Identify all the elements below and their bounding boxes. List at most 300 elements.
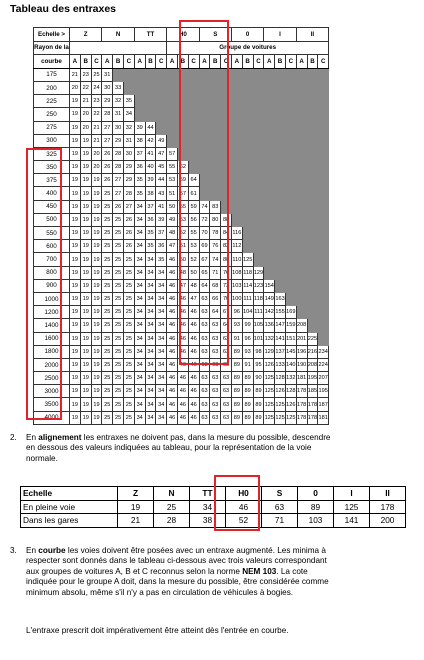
value-cell: 19 <box>91 266 102 279</box>
shaded-cell <box>275 266 286 279</box>
value-cell: 234 <box>318 345 329 358</box>
value-cell: 32 <box>123 121 134 134</box>
shaded-cell <box>113 68 124 81</box>
value-cell: 26 <box>102 147 113 160</box>
value-cell: 96 <box>242 332 253 345</box>
shaded-cell <box>231 134 242 147</box>
shaded-cell <box>145 81 156 94</box>
group-letter-cell: B <box>242 55 253 69</box>
value-cell: 155 <box>275 306 286 319</box>
value-cell: 34 <box>134 372 145 385</box>
value-cell: 46 <box>188 358 199 371</box>
value-cell: 101 <box>253 332 264 345</box>
value-cell: 187 <box>318 398 329 411</box>
shaded-cell <box>285 279 296 292</box>
value-cell: 63 <box>221 385 232 398</box>
value-cell: 34 <box>145 319 156 332</box>
value-cell: 19 <box>70 95 81 108</box>
shaded-cell <box>242 81 253 94</box>
radius-cell: 4000 <box>34 411 70 424</box>
value-cell: 181 <box>296 372 307 385</box>
value-cell: 90 <box>253 372 264 385</box>
value-cell: 25 <box>123 332 134 345</box>
value-cell: 19 <box>80 358 91 371</box>
value-cell: 190 <box>296 358 307 371</box>
radius-cell: 400 <box>34 187 70 200</box>
value-cell: 25 <box>91 68 102 81</box>
shaded-cell <box>231 121 242 134</box>
value-cell: 21 <box>91 121 102 134</box>
shaded-cell <box>285 161 296 174</box>
value-cell: 36 <box>145 213 156 226</box>
value-cell: 63 <box>199 358 210 371</box>
value-cell: 25 <box>102 411 113 424</box>
value-cell: 105 <box>253 319 264 332</box>
table-row <box>34 411 329 424</box>
value-cell: 25 <box>123 345 134 358</box>
value-cell: 48 <box>177 266 188 279</box>
value-cell: 104 <box>242 306 253 319</box>
value-cell: 19 <box>80 345 91 358</box>
value-cell: 25 <box>123 279 134 292</box>
value-cell: 118 <box>242 266 253 279</box>
value-cell: 19 <box>70 174 81 187</box>
value-cell: 83 <box>210 200 221 213</box>
shaded-cell <box>296 147 307 160</box>
shaded-cell <box>253 121 264 134</box>
shaded-cell <box>123 68 134 81</box>
value-cell: 141 <box>334 514 370 528</box>
item-3-number: 3. <box>10 546 17 555</box>
value-cell: 30 <box>102 81 113 94</box>
value-cell: 19 <box>91 411 102 424</box>
value-cell: 46 <box>177 411 188 424</box>
value-cell: 46 <box>188 332 199 345</box>
shaded-cell <box>307 319 318 332</box>
value-cell: 196 <box>296 345 307 358</box>
value-cell: 154 <box>264 279 275 292</box>
value-cell: 19 <box>70 411 81 424</box>
value-cell: 19 <box>70 200 81 213</box>
value-cell: 99 <box>242 319 253 332</box>
value-cell: 25 <box>113 213 124 226</box>
value-cell: 67 <box>221 306 232 319</box>
value-cell: 27 <box>113 187 124 200</box>
value-cell: 19 <box>80 161 91 174</box>
value-cell: 82 <box>221 240 232 253</box>
value-cell: Z <box>118 487 154 501</box>
value-cell: 34 <box>156 372 167 385</box>
shaded-cell <box>167 121 178 134</box>
value-cell: 47 <box>177 279 188 292</box>
value-cell: 46 <box>188 385 199 398</box>
shaded-cell <box>296 174 307 187</box>
shaded-cell <box>318 81 329 94</box>
value-cell: 111 <box>253 306 264 319</box>
value-cell: 34 <box>145 279 156 292</box>
value-cell: 25 <box>102 306 113 319</box>
shaded-cell <box>210 81 221 94</box>
value-cell: 69 <box>199 240 210 253</box>
value-cell: 19 <box>70 108 81 121</box>
value-cell: 19 <box>91 345 102 358</box>
value-cell: 31 <box>123 134 134 147</box>
table-row <box>21 514 406 528</box>
value-cell: 19 <box>91 385 102 398</box>
shaded-cell <box>188 161 199 174</box>
shaded-cell <box>296 200 307 213</box>
group-letter-cell: C <box>91 55 102 69</box>
table-row <box>34 266 329 279</box>
shaded-cell <box>307 147 318 160</box>
value-cell: 20 <box>80 121 91 134</box>
value-cell: 19 <box>70 266 81 279</box>
radius-cell: 3000 <box>34 385 70 398</box>
value-cell: 34 <box>134 227 145 240</box>
shaded-cell <box>210 68 221 81</box>
shaded-cell <box>231 187 242 200</box>
value-cell: 25 <box>113 372 124 385</box>
shaded-cell <box>318 187 329 200</box>
shaded-cell <box>177 134 188 147</box>
value-cell: 125 <box>285 411 296 424</box>
value-cell: 19 <box>91 398 102 411</box>
radius-cell: 900 <box>34 279 70 292</box>
value-cell: 46 <box>177 319 188 332</box>
scale-header-cell: I <box>264 28 296 42</box>
shaded-cell <box>318 292 329 305</box>
value-cell: 93 <box>231 319 242 332</box>
value-cell: 63 <box>221 345 232 358</box>
item-2-number: 2. <box>10 433 17 442</box>
value-cell: 53 <box>188 240 199 253</box>
value-cell: 25 <box>102 372 113 385</box>
value-cell: 129 <box>264 345 275 358</box>
shaded-cell <box>264 174 275 187</box>
value-cell: 19 <box>70 187 81 200</box>
value-cell: 57 <box>167 147 178 160</box>
value-cell: 19 <box>70 345 81 358</box>
shaded-cell <box>134 95 145 108</box>
value-cell: II <box>370 487 406 501</box>
shaded-cell <box>210 95 221 108</box>
table-row <box>34 279 329 292</box>
group-letter-cell: B <box>307 55 318 69</box>
value-cell: 19 <box>91 279 102 292</box>
shaded-cell <box>177 108 188 121</box>
shaded-cell <box>210 134 221 147</box>
group-letter-cell: B <box>210 55 221 69</box>
group-header-spacer <box>70 41 167 55</box>
value-cell: 25 <box>113 332 124 345</box>
value-cell: 46 <box>188 345 199 358</box>
value-cell: 132 <box>264 332 275 345</box>
value-cell: 39 <box>145 174 156 187</box>
value-cell: 34 <box>156 292 167 305</box>
value-cell: 103 <box>231 279 242 292</box>
value-cell: 118 <box>253 292 264 305</box>
value-cell: 195 <box>307 372 318 385</box>
value-cell: 110 <box>231 253 242 266</box>
value-cell: 34 <box>145 358 156 371</box>
shaded-cell <box>242 134 253 147</box>
value-cell: 44 <box>145 121 156 134</box>
shaded-cell <box>231 81 242 94</box>
value-cell: 89 <box>242 372 253 385</box>
shaded-cell <box>296 68 307 81</box>
value-cell: 76 <box>221 266 232 279</box>
value-cell: 38 <box>190 514 226 528</box>
value-cell: 125 <box>264 411 275 424</box>
table-row <box>34 147 329 160</box>
value-cell: 195 <box>318 385 329 398</box>
shaded-cell <box>134 68 145 81</box>
value-cell: 25 <box>102 213 113 226</box>
group-letter-cell: A <box>70 55 81 69</box>
value-cell: 19 <box>70 319 81 332</box>
shaded-cell <box>275 240 286 253</box>
table-row <box>34 372 329 385</box>
value-cell: 21 <box>118 514 154 528</box>
table-row <box>21 487 406 501</box>
value-cell: 19 <box>70 398 81 411</box>
value-cell: 64 <box>210 306 221 319</box>
group-letter-cell: B <box>113 55 124 69</box>
value-cell: 0 <box>298 487 334 501</box>
value-cell: 34 <box>156 279 167 292</box>
value-cell: TT <box>190 487 226 501</box>
value-cell: 34 <box>190 500 226 514</box>
shaded-cell <box>242 68 253 81</box>
entraxe-table <box>33 27 329 425</box>
shaded-cell <box>242 187 253 200</box>
value-cell: 25 <box>102 187 113 200</box>
paragraph-entree-courbe: L'entraxe prescrit doit impérativement être atteint dès l'entrée en courbe. <box>26 626 289 635</box>
value-cell: 25 <box>102 332 113 345</box>
shaded-cell <box>264 240 275 253</box>
value-cell: 25 <box>102 358 113 371</box>
value-cell: 48 <box>188 279 199 292</box>
value-cell: 41 <box>156 200 167 213</box>
value-cell: 19 <box>91 213 102 226</box>
shaded-cell <box>275 134 286 147</box>
shaded-cell <box>253 147 264 160</box>
value-cell: 34 <box>145 266 156 279</box>
value-cell: 63 <box>199 372 210 385</box>
value-cell: 25 <box>113 227 124 240</box>
shaded-cell <box>307 121 318 134</box>
value-cell: 151 <box>285 332 296 345</box>
value-cell: 63 <box>221 411 232 424</box>
shaded-cell <box>264 81 275 94</box>
value-cell: 63 <box>199 345 210 358</box>
shaded-cell <box>188 134 199 147</box>
value-cell: 25 <box>102 200 113 213</box>
value-cell: 111 <box>242 292 253 305</box>
table-row <box>34 68 329 81</box>
value-cell: 20 <box>91 161 102 174</box>
value-cell: 89 <box>231 411 242 424</box>
value-cell: 39 <box>134 121 145 134</box>
table-row <box>34 385 329 398</box>
value-cell: 34 <box>134 200 145 213</box>
shaded-cell <box>307 81 318 94</box>
value-cell: 35 <box>123 95 134 108</box>
shaded-cell <box>318 95 329 108</box>
shaded-cell <box>123 81 134 94</box>
value-cell: 25 <box>102 319 113 332</box>
value-cell: 89 <box>253 385 264 398</box>
value-cell: 46 <box>167 266 178 279</box>
radius-cell: 2500 <box>34 372 70 385</box>
group-letter-cell: A <box>167 55 178 69</box>
table-row <box>34 227 329 240</box>
value-cell: 19 <box>70 358 81 371</box>
value-cell: 34 <box>156 358 167 371</box>
value-cell: 46 <box>167 372 178 385</box>
value-cell: 25 <box>102 266 113 279</box>
radius-cell: 350 <box>34 161 70 174</box>
shaded-cell <box>167 95 178 108</box>
table-row <box>34 134 329 147</box>
value-cell: 84 <box>221 227 232 240</box>
value-cell: 23 <box>91 95 102 108</box>
shaded-cell <box>264 253 275 266</box>
shaded-cell <box>253 253 264 266</box>
shaded-cell <box>177 81 188 94</box>
value-cell: 46 <box>167 279 178 292</box>
shaded-cell <box>210 108 221 121</box>
value-cell: 29 <box>123 161 134 174</box>
shaded-cell <box>285 147 296 160</box>
shaded-cell <box>318 266 329 279</box>
shaded-cell <box>199 68 210 81</box>
value-cell: 34 <box>156 306 167 319</box>
shaded-cell <box>275 95 286 108</box>
value-cell: 28 <box>102 108 113 121</box>
scale-header-cell: H0 <box>167 28 199 42</box>
value-cell: 19 <box>91 253 102 266</box>
group-letter-cell: B <box>177 55 188 69</box>
group-letter-cell: C <box>123 55 134 69</box>
shaded-cell <box>318 200 329 213</box>
value-cell: 52 <box>226 514 262 528</box>
shaded-cell <box>156 121 167 134</box>
value-cell: 207 <box>318 372 329 385</box>
paragraph-courbe: En courbe les voies doivent être posées avec un entraxe augmenté. Les minima à respecter sont donnés dans le tableau ci-dessous avec trois valeurs correspondant aux groupes de voitures A, B et C reconnus selon la norme NEM 103. La cote indiquée pour le groupe A doit, dans la mesure du possible, être considérée comme minimum absolu, même s'il n'y a pas en circulation de véhicules à bogies. <box>26 546 329 597</box>
scale-header-cell: N <box>102 28 134 42</box>
value-cell: 46 <box>188 398 199 411</box>
value-cell: 55 <box>167 161 178 174</box>
shaded-cell <box>199 108 210 121</box>
shaded-cell <box>285 81 296 94</box>
value-cell: 25 <box>113 240 124 253</box>
shaded-cell <box>285 187 296 200</box>
shaded-cell <box>318 174 329 187</box>
group-header-label: Groupe de voitures <box>167 41 329 55</box>
shaded-cell <box>253 108 264 121</box>
value-cell: 64 <box>199 279 210 292</box>
shaded-cell <box>167 68 178 81</box>
radius-cell: 600 <box>34 240 70 253</box>
shaded-cell <box>318 134 329 147</box>
shaded-cell <box>296 134 307 147</box>
shaded-cell <box>221 68 232 81</box>
shaded-cell <box>188 147 199 160</box>
value-cell: 27 <box>113 174 124 187</box>
value-cell: 19 <box>80 306 91 319</box>
shaded-cell <box>285 240 296 253</box>
value-cell: 34 <box>134 240 145 253</box>
value-cell: 19 <box>70 161 81 174</box>
shaded-cell <box>307 200 318 213</box>
shaded-cell <box>296 81 307 94</box>
value-cell: 19 <box>70 385 81 398</box>
radius-header-label: Rayon de la <box>34 41 70 55</box>
value-cell: 64 <box>221 319 232 332</box>
shaded-cell <box>210 121 221 134</box>
group-letter-cell: B <box>80 55 91 69</box>
value-cell: 25 <box>123 266 134 279</box>
value-cell: 22 <box>91 108 102 121</box>
value-cell: 116 <box>231 227 242 240</box>
shaded-cell <box>296 213 307 226</box>
value-cell: 25 <box>113 385 124 398</box>
value-cell: 89 <box>231 385 242 398</box>
value-cell: 52 <box>177 227 188 240</box>
group-header-row <box>34 41 329 55</box>
value-cell: 19 <box>80 253 91 266</box>
value-cell: 185 <box>307 385 318 398</box>
shaded-cell <box>210 174 221 187</box>
value-cell: 25 <box>102 227 113 240</box>
shaded-cell <box>318 121 329 134</box>
shaded-cell <box>296 187 307 200</box>
value-cell: 178 <box>370 500 406 514</box>
shaded-cell <box>318 240 329 253</box>
value-cell: 26 <box>102 161 113 174</box>
value-cell: 19 <box>70 372 81 385</box>
shaded-cell <box>221 81 232 94</box>
shaded-cell <box>221 134 232 147</box>
value-cell: 76 <box>210 240 221 253</box>
value-cell: 25 <box>113 279 124 292</box>
shaded-cell <box>264 187 275 200</box>
shaded-cell <box>318 319 329 332</box>
radius-cell: 1400 <box>34 319 70 332</box>
shaded-cell <box>275 213 286 226</box>
shaded-cell <box>275 253 286 266</box>
value-cell: 34 <box>134 358 145 371</box>
shaded-cell <box>285 213 296 226</box>
value-cell: 46 <box>177 385 188 398</box>
value-cell: 46 <box>177 345 188 358</box>
group-letter-cell: C <box>221 55 232 69</box>
value-cell: 224 <box>318 358 329 371</box>
value-cell: 46 <box>167 345 178 358</box>
shaded-cell <box>318 306 329 319</box>
value-cell: 35 <box>156 253 167 266</box>
value-cell: 31 <box>113 108 124 121</box>
value-cell: 35 <box>134 174 145 187</box>
value-cell: 27 <box>123 200 134 213</box>
value-cell: 46 <box>177 306 188 319</box>
shaded-cell <box>318 213 329 226</box>
group-letter-cell: A <box>296 55 307 69</box>
shaded-cell <box>275 279 286 292</box>
shaded-cell <box>285 108 296 121</box>
value-cell: 34 <box>134 213 145 226</box>
